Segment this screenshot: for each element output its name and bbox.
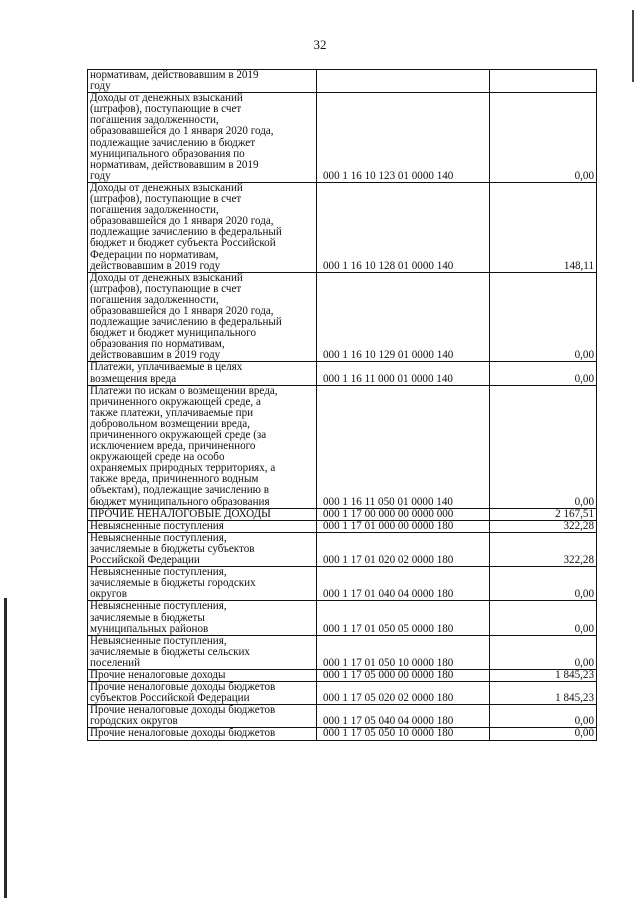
- budget-code-cell: 000 1 17 01 000 00 0000 180: [317, 520, 490, 532]
- amount-cell: 0,00: [490, 601, 597, 635]
- revenue-name-cell: Прочие неналоговые доходы бюджетов субъектов Российской Федерации: [88, 682, 317, 705]
- budget-code-cell: 000 1 17 05 040 04 0000 180: [317, 705, 490, 728]
- revenue-name-cell: Доходы от денежных взысканий (штрафов), поступающие в счет погашения задолженности, образовавшейся до 1 января 2020 года, подлежащие зачислению в бюджет муниципального образования по нормативам, действовавшим в 2019 году: [88, 93, 317, 183]
- budget-code-cell: 000 1 17 00 000 00 0000 000: [317, 508, 490, 520]
- revenue-name-cell: Доходы от денежных взысканий (штрафов), поступающие в счет погашения задолженности, образовавшейся до 1 января 2020 года, подлежащие зачислению в федеральный бюджет и бюджет муниципального образования по нормативам, действовавшим в 2019 году: [88, 272, 317, 362]
- revenue-name-cell: Невыясненные поступления, зачисляемые в бюджеты сельских поселений: [88, 635, 317, 669]
- revenue-name-cell: Прочие неналоговые доходы: [88, 669, 317, 681]
- revenue-name-cell: Платежи, уплачиваемые в целях возмещения вреда: [88, 362, 317, 385]
- revenue-name-cell: Невыясненные поступления: [88, 520, 317, 532]
- table-row: [88, 601, 597, 635]
- revenue-name-cell: Невыясненные поступления, зачисляемые в бюджеты городских округов: [88, 567, 317, 601]
- table-row: [88, 520, 597, 532]
- amount-cell: 1 845,23: [490, 669, 597, 681]
- amount-cell: 2 167,51: [490, 508, 597, 520]
- budget-revenue-table: [87, 69, 597, 741]
- table-row: [88, 508, 597, 520]
- table-row: [88, 93, 597, 183]
- scan-edge-mark-left: [4, 598, 7, 898]
- budget-code-cell: 000 1 16 10 128 01 0000 140: [317, 182, 490, 272]
- table-row: [88, 532, 597, 566]
- revenue-name-cell: Доходы от денежных взысканий (штрафов), поступающие в счет погашения задолженности, образовавшейся до 1 января 2020 года, подлежащие зачислению в федеральный бюджет и бюджет субъекта Российской Федерации по нормативам, действовавшим в 2019 году: [88, 182, 317, 272]
- amount-cell: 322,28: [490, 532, 597, 566]
- budget-code-cell: 000 1 17 01 020 02 0000 180: [317, 532, 490, 566]
- amount-cell: 0,00: [490, 728, 597, 740]
- table-row: [88, 728, 597, 740]
- table-row: [88, 182, 597, 272]
- revenue-name-cell: Платежи по искам о возмещении вреда, причиненного окружающей среде, а также платежи, уплачиваемые при добровольном возмещении вреда, причиненного окружающей среде (за исключением вреда, причиненного окружающей среде на особо охраняемых природных территориях, а также вреда, причиненного водным объектам), подлежащие зачислению в бюджет муниципального образования: [88, 385, 317, 508]
- budget-code-cell: 000 1 16 11 050 01 0000 140: [317, 385, 490, 508]
- budget-code-cell: 000 1 17 01 050 05 0000 180: [317, 601, 490, 635]
- amount-cell: 1 845,23: [490, 682, 597, 705]
- table-row: [88, 705, 597, 728]
- revenue-name-cell: ПРОЧИЕ НЕНАЛОГОВЫЕ ДОХОДЫ: [88, 508, 317, 520]
- revenue-name-cell: Прочие неналоговые доходы бюджетов: [88, 728, 317, 740]
- table-row: [88, 669, 597, 681]
- amount-cell: 0,00: [490, 635, 597, 669]
- revenue-name-cell: Невыясненные поступления, зачисляемые в бюджеты муниципальных районов: [88, 601, 317, 635]
- table-row: [88, 635, 597, 669]
- amount-cell: 0,00: [490, 385, 597, 508]
- table-body: [88, 70, 597, 741]
- table-row: [88, 682, 597, 705]
- budget-code-cell: 000 1 16 10 123 01 0000 140: [317, 93, 490, 183]
- amount-cell: 0,00: [490, 272, 597, 362]
- page-number: 32: [313, 37, 327, 52]
- budget-code-cell: 000 1 17 01 050 10 0000 180: [317, 635, 490, 669]
- amount-cell: 0,00: [490, 567, 597, 601]
- budget-code-cell: [317, 70, 490, 93]
- amount-cell: 0,00: [490, 362, 597, 385]
- amount-cell: 0,00: [490, 93, 597, 183]
- budget-code-cell: 000 1 17 05 050 10 0000 180: [317, 728, 490, 740]
- budget-code-cell: 000 1 17 01 040 04 0000 180: [317, 567, 490, 601]
- amount-cell: 148,11: [490, 182, 597, 272]
- table-row: [88, 272, 597, 362]
- budget-code-cell: 000 1 16 10 129 01 0000 140: [317, 272, 490, 362]
- budget-code-cell: 000 1 16 11 000 01 0000 140: [317, 362, 490, 385]
- budget-code-cell: 000 1 17 05 000 00 0000 180: [317, 669, 490, 681]
- scan-edge-mark-right: [632, 10, 634, 82]
- table-row: [88, 567, 597, 601]
- table-row: [88, 385, 597, 508]
- table-row: [88, 70, 597, 93]
- revenue-name-cell: Прочие неналоговые доходы бюджетов городских округов: [88, 705, 317, 728]
- amount-cell: [490, 70, 597, 93]
- revenue-name-cell: Невыясненные поступления, зачисляемые в бюджеты субъектов Российской Федерации: [88, 532, 317, 566]
- amount-cell: 0,00: [490, 705, 597, 728]
- budget-code-cell: 000 1 17 05 020 02 0000 180: [317, 682, 490, 705]
- amount-cell: 322,28: [490, 520, 597, 532]
- table-row: [88, 362, 597, 385]
- revenue-name-cell: нормативам, действовавшим в 2019 году: [88, 70, 317, 93]
